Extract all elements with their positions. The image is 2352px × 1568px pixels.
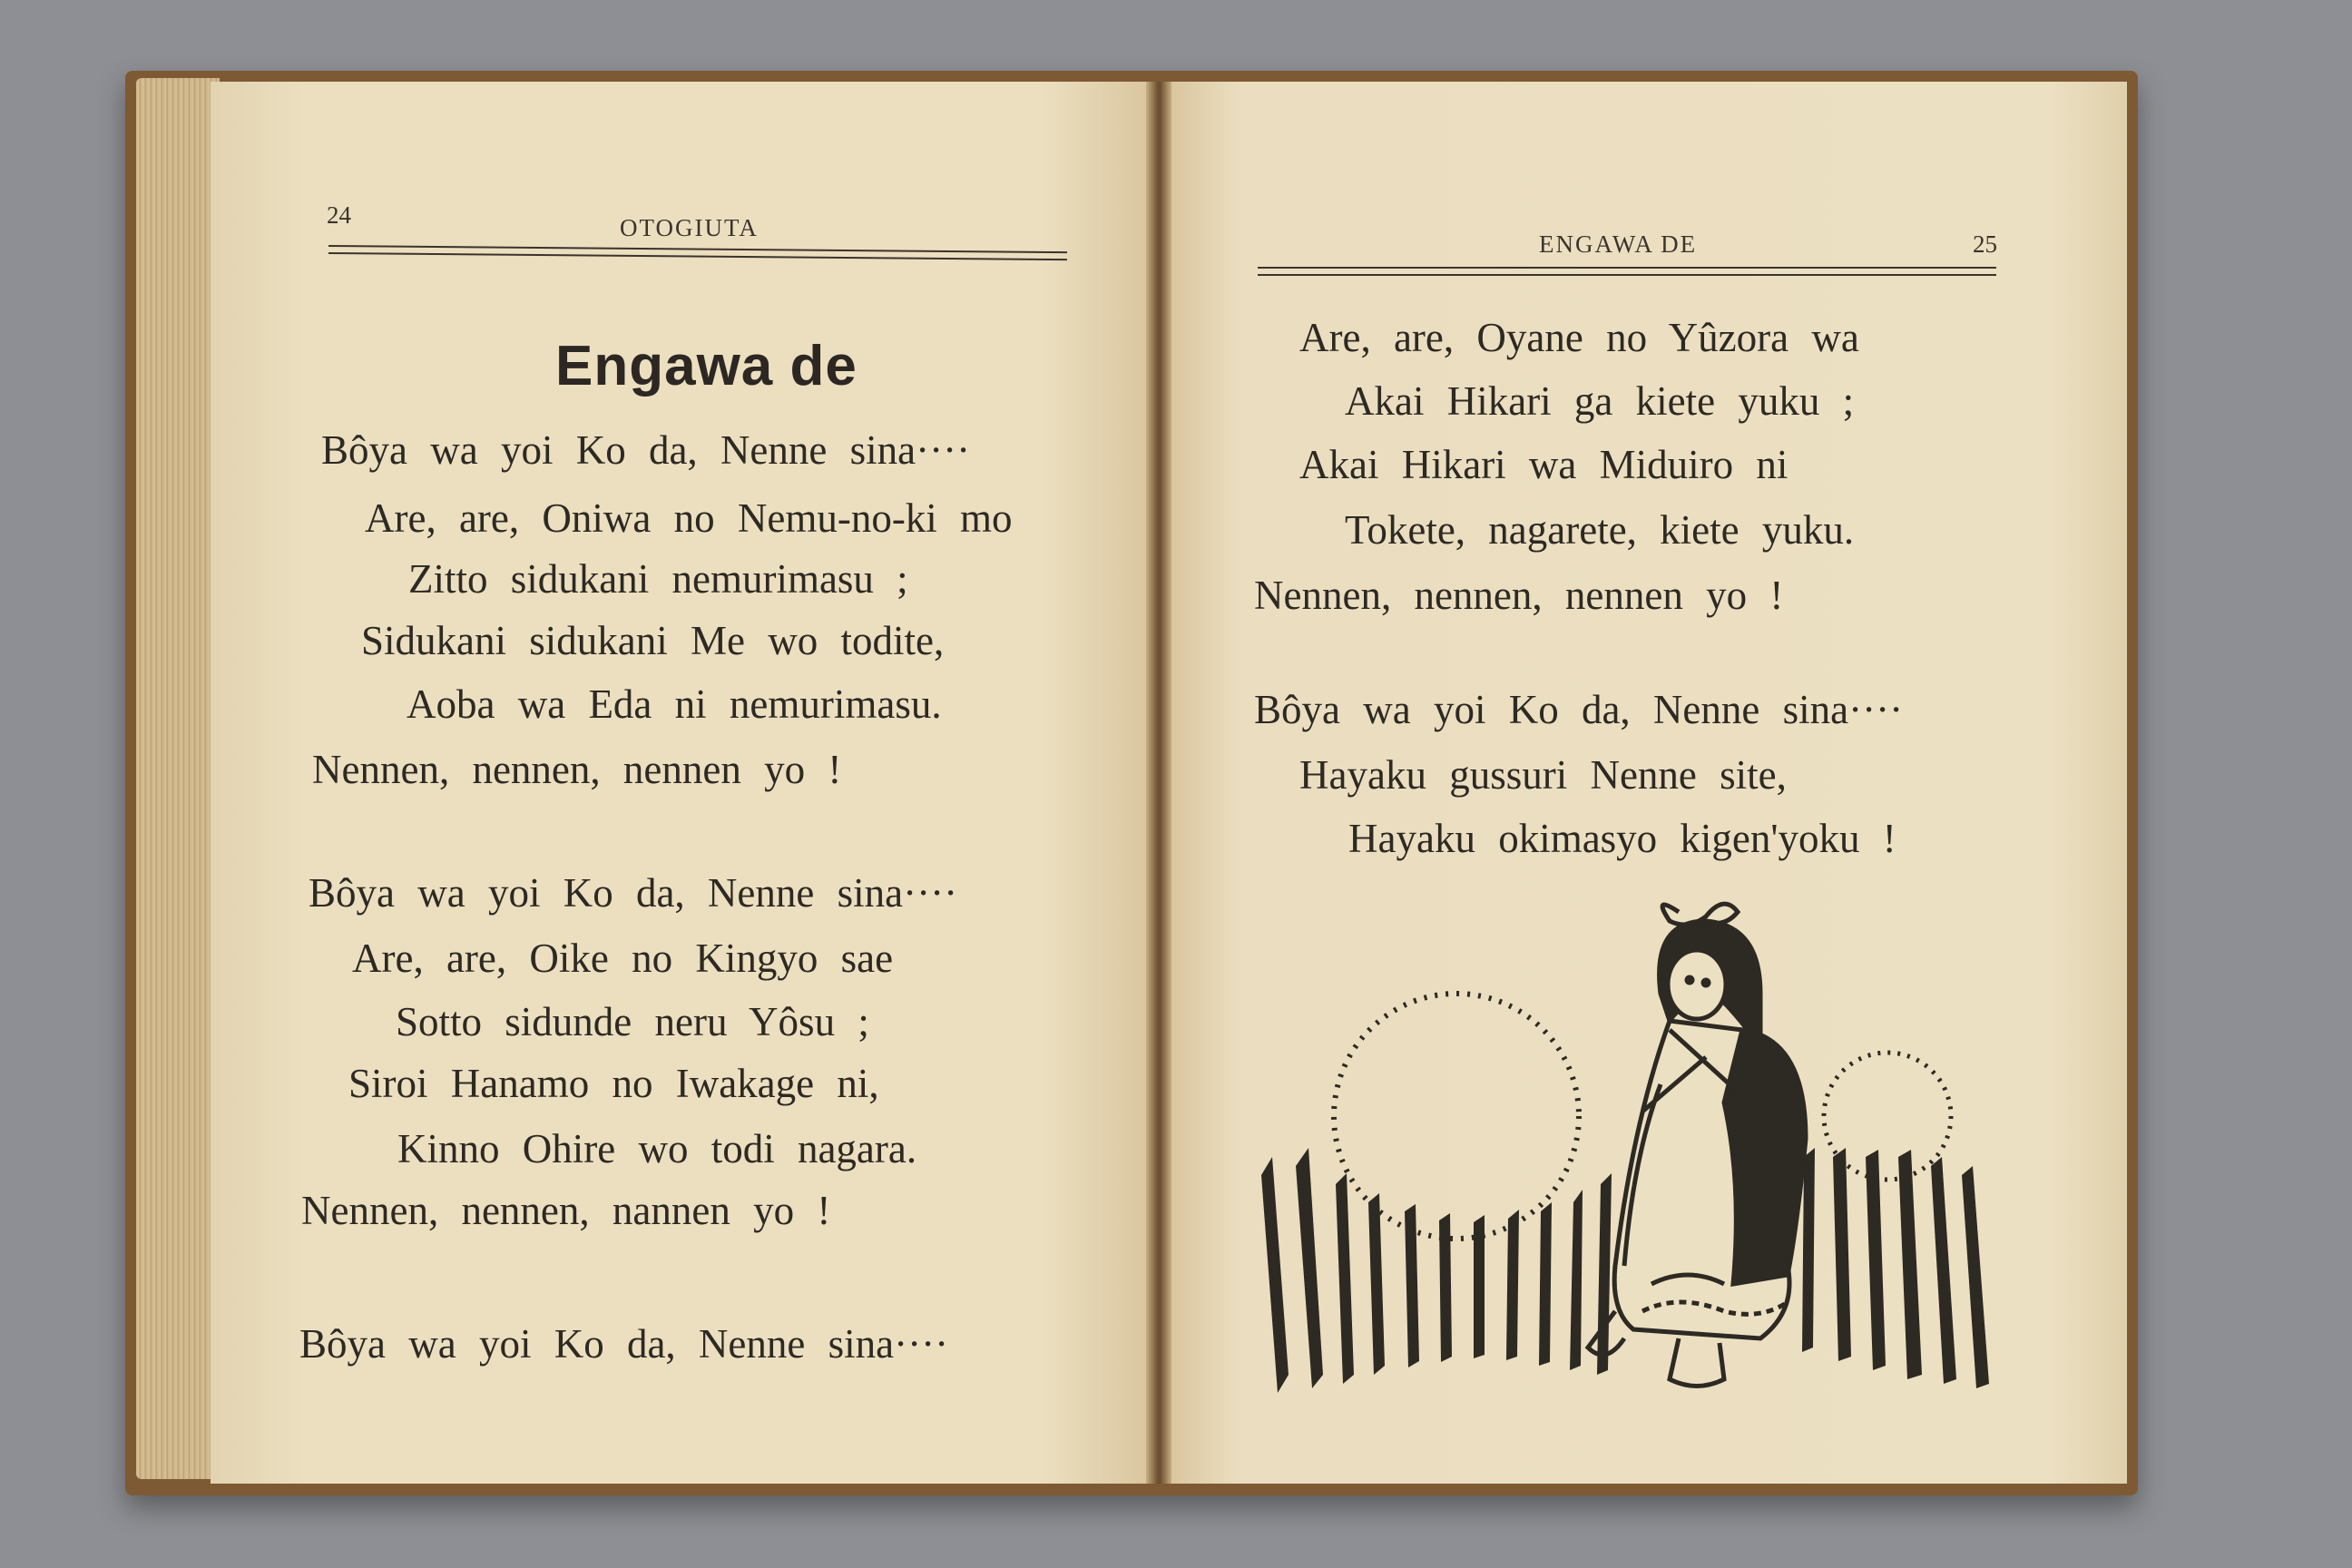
poem-line: Aoba wa Eda ni nemurimasu. xyxy=(407,681,942,727)
poem-line: Bôya wa yoi Ko da, Nenne sina···· xyxy=(1254,687,1904,732)
poem-line: Hayaku gussuri Nenne site, xyxy=(1299,752,1787,798)
right-header-rule xyxy=(1258,267,1996,276)
book-gutter xyxy=(1146,82,1171,1484)
right-running-title: ENGAWA DE xyxy=(1539,230,1698,258)
poem-line: Akai Hikari wa Miduiro ni xyxy=(1299,442,1788,487)
poem-title: Engawa de xyxy=(555,335,858,397)
girl-carrying-baby-illustration xyxy=(1252,885,1996,1402)
poem-line: Bôya wa yoi Ko da, Nenne sina···· xyxy=(299,1321,949,1367)
poem-line: Nennen, nennen, nennen yo ! xyxy=(312,747,842,792)
poem-line: Nennen, nennen, nannen yo ! xyxy=(301,1188,831,1233)
poem-line: Hayaku okimasyo kigen'yoku ! xyxy=(1348,816,1896,861)
poem-line: Are, are, Oniwa no Nemu-no-ki mo xyxy=(365,495,1013,541)
poem-line: Tokete, nagarete, kiete yuku. xyxy=(1345,507,1855,553)
poem-line: Sidukani sidukani Me wo todite, xyxy=(361,618,945,663)
poem-line: Bôya wa yoi Ko da, Nenne sina···· xyxy=(309,870,958,916)
poem-line: Kinno Ohire wo todi nagara. xyxy=(397,1126,917,1171)
poem-line: Are, are, Oyane no Yûzora wa xyxy=(1299,315,1859,360)
poem-line: Siroi Hanamo no Iwakage ni, xyxy=(348,1061,879,1106)
poem-line: Sotto sidunde neru Yôsu ; xyxy=(396,999,869,1044)
poem-line: Zitto sidukani nemurimasu ; xyxy=(408,556,908,602)
poem-line: Are, are, Oike no Kingyo sae xyxy=(352,936,894,981)
poem-line: Akai Hikari ga kiete yuku ; xyxy=(1345,378,1855,424)
left-page-number: 24 xyxy=(327,201,351,229)
page-edges xyxy=(136,78,220,1479)
left-running-title: OTOGIUTA xyxy=(620,214,759,241)
poem-line: Nennen, nennen, nennen yo ! xyxy=(1254,573,1784,618)
right-page-number: 25 xyxy=(1973,230,1997,258)
poem-line: Bôya wa yoi Ko da, Nenne sina···· xyxy=(321,427,971,473)
